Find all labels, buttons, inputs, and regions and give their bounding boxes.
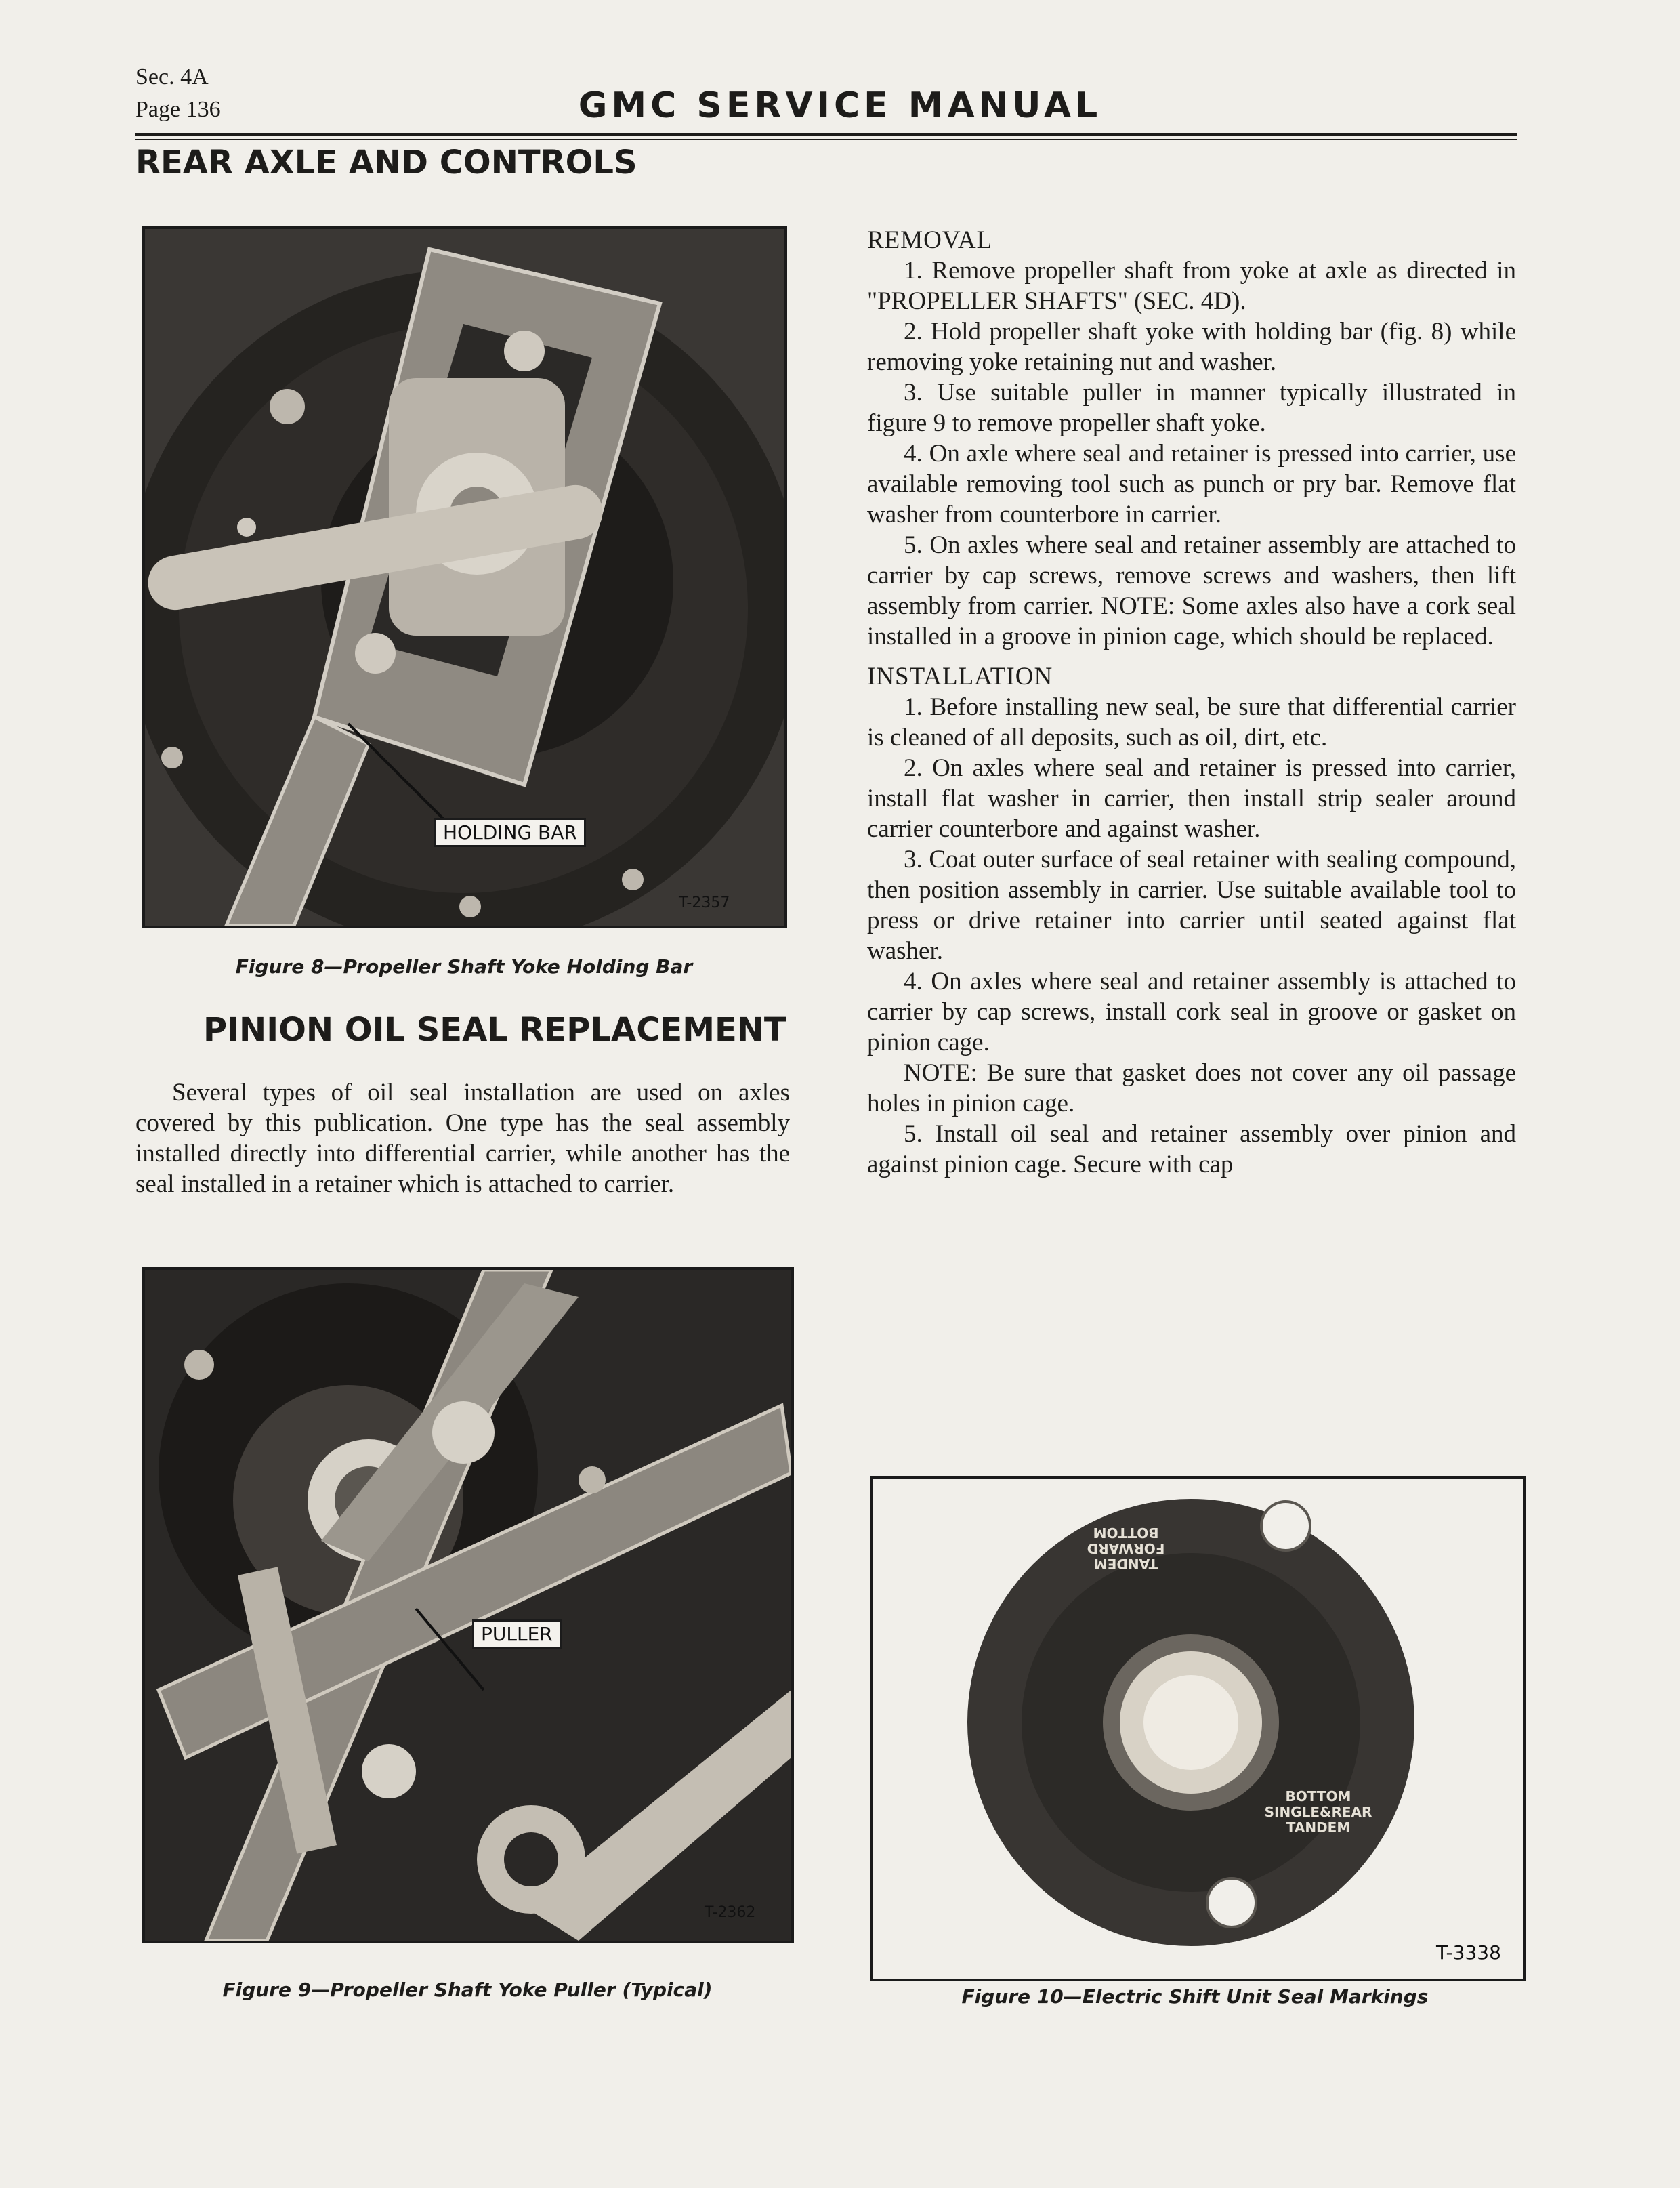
marking-bottom-line-2: SINGLE&REAR xyxy=(1264,1804,1372,1820)
manual-title: GMC SERVICE MANUAL xyxy=(578,85,1102,126)
header-rule-thin xyxy=(135,139,1517,140)
installation-heading: INSTALLATION xyxy=(867,663,1053,690)
figure-8-code: T-2357 xyxy=(679,894,730,911)
chapter-title: REAR AXLE AND CONTROLS xyxy=(135,144,637,182)
removal-heading: REMOVAL xyxy=(867,226,993,254)
section-number: Sec. 4A xyxy=(135,64,209,89)
removal-step-5: 5. On axles where seal and retainer assembly are attached to carrier by cap screws, remove screws and washers, then lift assembly from carrier. NOTE: Some axles also have a cork seal installed in a groove in pinion cage, which should be replaced. xyxy=(867,531,1516,651)
page-number: Page 136 xyxy=(135,97,221,122)
seal-top-marking xyxy=(1058,1525,1194,1571)
installation-step-2: 2. On axles where seal and retainer is pressed into carrier, install flat washer in carrier, then install strip sealer around carrier counterbore and against washer. xyxy=(867,754,1516,843)
removal-step-1: 1. Remove propeller shaft from yoke at axle as directed in "PROPELLER SHAFTS" (SEC. 4D). xyxy=(867,257,1516,315)
intro-paragraph: Several types of oil seal installation are used on axles covered by this publication. One type has the seal assembly installed directly into differential carrier, while another has the seal installed in a retainer which is attached to carrier. xyxy=(135,1079,790,1198)
marking-bottom-line-1: BOTTOM xyxy=(1285,1788,1351,1804)
holding-bar-callout: HOLDING BAR xyxy=(434,818,586,847)
removal-step-2: 2. Hold propeller shaft yoke with holding bar (fig. 8) while removing yoke retaining nut and washer. xyxy=(867,318,1516,376)
procedure-column xyxy=(867,225,1516,1180)
marking-bottom-line-3: TANDEM xyxy=(1286,1819,1351,1836)
figure-9-code: T-2362 xyxy=(705,1904,756,1921)
figure-9-caption: Figure 9—Propeller Shaft Yoke Puller (Typical) xyxy=(222,1979,713,2001)
section-heading: PINION OIL SEAL REPLACEMENT xyxy=(203,1011,786,1049)
figure-9-photo xyxy=(142,1267,794,1943)
marking-top-line-3: BOTTOM xyxy=(1093,1525,1159,1541)
figure-10-code: T-3338 xyxy=(1436,1941,1501,1964)
marking-top-line-1: TANDEM xyxy=(1093,1556,1158,1572)
installation-step-1: 1. Before installing new seal, be sure that differential carrier is cleaned of all deposits, such as oil, dirt, etc. xyxy=(867,693,1516,751)
marking-top-line-2: FORWARD xyxy=(1087,1540,1165,1556)
puller-callout: PULLER xyxy=(472,1619,562,1649)
installation-step-4: 4. On axles where seal and retainer assembly is attached to carrier by cap screws, install cork seal in groove or gasket on pinion cage. xyxy=(867,968,1516,1056)
yoke-puller-illustration xyxy=(145,1270,791,1941)
seal-bottom-marking xyxy=(1251,1789,1386,1836)
figure-10-caption: Figure 10—Electric Shift Unit Seal Markings xyxy=(961,1985,1429,2008)
seal-plate-illustration xyxy=(873,1479,1523,1979)
removal-step-3: 3. Use suitable puller in manner typically illustrated in figure 9 to remove propeller shaft yoke. xyxy=(867,379,1516,437)
installation-note: NOTE: Be sure that gasket does not cover any oil passage holes in pinion cage. xyxy=(867,1059,1516,1117)
removal-step-4: 4. On axle where seal and retainer is pressed into carrier, use available removing tool such as punch or pry bar. Remove flat washer from counterbore in carrier. xyxy=(867,440,1516,529)
figure-10-photo xyxy=(870,1476,1526,1981)
section-intro-text xyxy=(135,1077,790,1199)
figure-8-caption: Figure 8—Propeller Shaft Yoke Holding Bar xyxy=(235,955,693,978)
installation-step-3: 3. Coat outer surface of seal retainer with sealing compound, then position assembly in carrier. Use suitable available tool to press or drive retainer into carrier until seated against flat washer. xyxy=(867,846,1516,965)
installation-step-5: 5. Install oil seal and retainer assembly over pinion and against pinion cage. Secure with cap xyxy=(867,1120,1516,1178)
header-rule-thick xyxy=(135,133,1517,136)
